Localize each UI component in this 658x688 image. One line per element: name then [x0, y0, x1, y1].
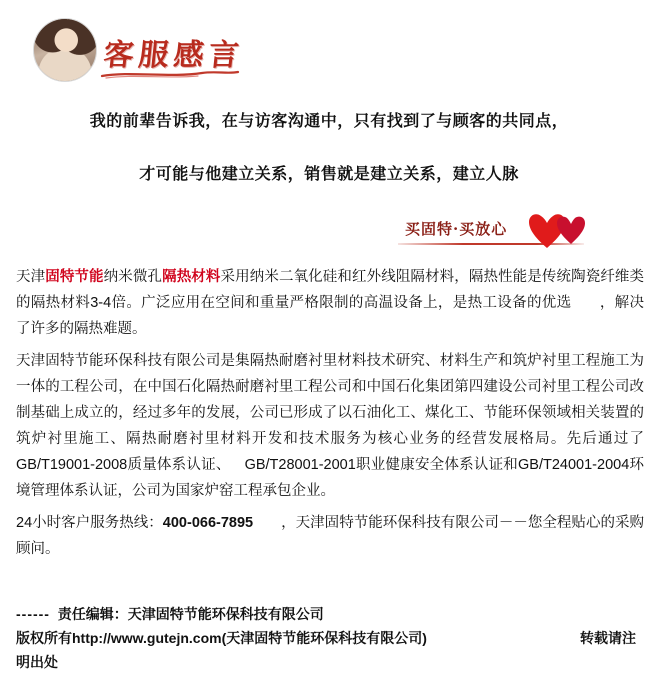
signature-text: 买固特·买放心	[405, 220, 508, 238]
footer-copyright-line	[16, 626, 644, 650]
footer-editor-line	[16, 602, 644, 626]
p3-text-a: 24小时客户服务热线：	[16, 515, 163, 531]
footer-reprint-note: 转载请注	[580, 630, 636, 646]
p2-text-a: 天津固特节能环保科技有限公司是集隔热耐磨衬里材料技术研究、材料生产和筑炉衬里工程施工为一体的工程公司，在中国石化隔热耐磨衬里工程公司和中国石化集团第四建设公司衬里工程公司改制基础上成立的，经过多年的发展，公司已形成了以石油化工、煤化工、节能环保领域相关装置的筑炉衬里施工、隔热耐磨衬里材料开发和技术服务为核心业务的经营发展格局。先后通过了GB/T19001-2008质量体系认证、	[16, 353, 644, 473]
quote-line-2: 才可能与他建立关系，销售就是建立关系，建立人脉	[139, 166, 519, 183]
p1-text-a: 天津	[16, 269, 46, 285]
footer-editor: 责任编辑：天津固特节能环保科技有限公司	[57, 606, 324, 622]
p2-text-b: GB/T28001-2001职业健康安全体系认证和GB/T24001-2004环境管理体系认证，公司为国家炉窑工程承包企业。	[16, 457, 644, 499]
page-title: 客服感言	[101, 38, 246, 73]
double-heart-icon	[527, 210, 589, 250]
avatar	[33, 18, 97, 82]
footer-reprint-note-2: 明出处	[16, 654, 58, 670]
article-footer	[0, 602, 658, 674]
quote-line-1: 我的前辈告诉我，在与访客沟通中，只有找到了与顾客的共同点，	[89, 113, 569, 130]
avatar-portrait-icon	[34, 19, 96, 81]
brush-underline-icon	[100, 70, 240, 79]
p1-text-b: 纳米微孔	[103, 269, 163, 285]
service-hotline: 400-066-7895	[162, 515, 254, 531]
article-header	[0, 0, 658, 92]
quote-block	[0, 108, 658, 184]
signature-band	[0, 210, 658, 264]
p1-text-c: 采用纳米二氧化硅和红外线阻隔材料，隔热性能是传统陶瓷纤维类的隔热材料3-4倍。广泛应用在空间和重量严格限制的高温设备上，是热工设备的优选	[16, 269, 645, 311]
p1-highlight-brand: 固特节能	[45, 269, 104, 285]
paragraph-2	[16, 348, 644, 504]
p1-highlight-product: 隔热材料	[162, 269, 221, 285]
footer-copyright: 版权所有http://www.gutejn.com(天津固特节能环保科技有限公司)	[16, 630, 427, 646]
paragraph-1	[16, 264, 644, 342]
p1-text-d: ，解决了许多的隔热难题。	[16, 295, 644, 337]
footer-dashes: ------	[16, 606, 50, 622]
p3-text-b: ，天津固特节能环保科技有限公司－－您全程贴心的采购顾问。	[16, 515, 644, 557]
article-body	[0, 264, 658, 562]
paragraph-3	[16, 510, 644, 562]
